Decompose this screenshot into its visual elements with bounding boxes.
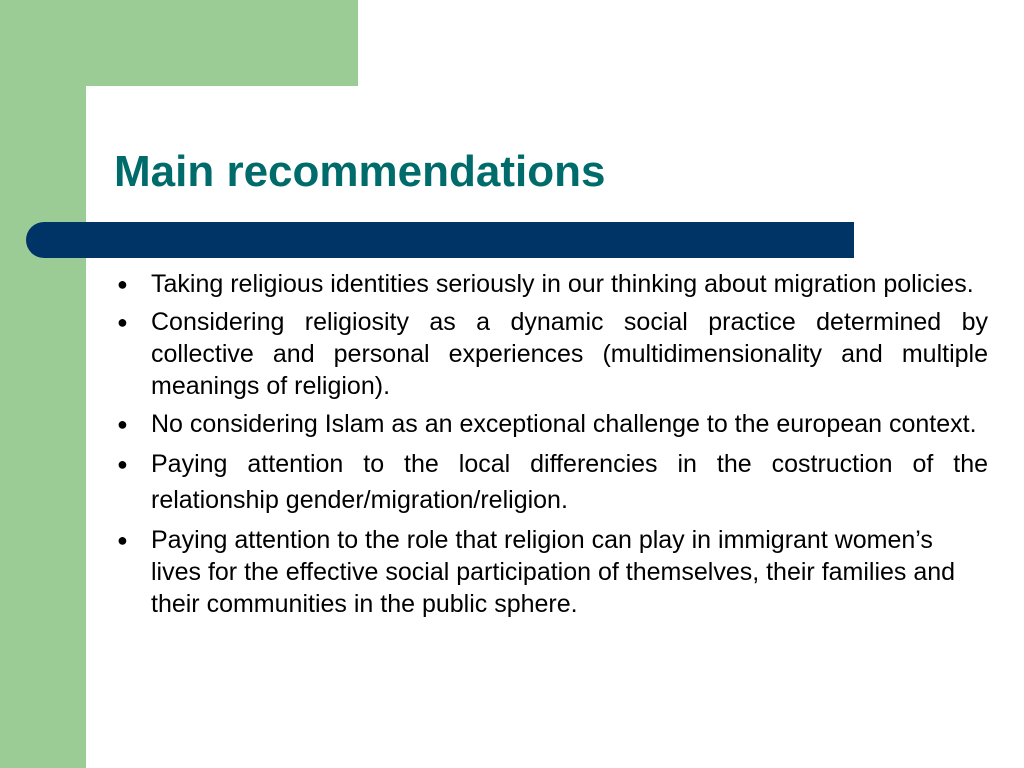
bullet-item [114, 446, 988, 518]
bullet-item [114, 524, 988, 620]
bullet-text: Paying attention to the role that religion can play in immigrant women’s lives for the effective social participation of themselves, their families and their communities in the public sphere. [151, 526, 956, 618]
bullet-icon: ● [117, 530, 128, 550]
bullet-icon: ● [117, 312, 128, 332]
bullet-item [114, 408, 988, 440]
bullet-list [114, 268, 988, 626]
title-underline-bar [26, 222, 854, 258]
bullet-item [114, 306, 988, 402]
bullet-text: Taking religious identities seriously in our thinking about migration policies. [151, 270, 974, 298]
bullet-text: Paying attention to the local differencies in the costruction of the relationship gender/migration/religion. [151, 450, 988, 514]
bullet-icon: ● [117, 454, 128, 474]
green-left-decoration [0, 0, 86, 768]
bullet-icon: ● [117, 414, 128, 434]
bullet-text: No considering Islam as an exceptional challenge to the european context. [151, 410, 977, 438]
bullet-icon: ● [117, 274, 128, 294]
bullet-text: Considering religiosity as a dynamic social practice determined by collective and personal experiences (multidimensionality and multiple meanings of religion). [151, 308, 988, 400]
slide-title: Main recommendations [114, 147, 606, 196]
bullet-item [114, 268, 988, 300]
